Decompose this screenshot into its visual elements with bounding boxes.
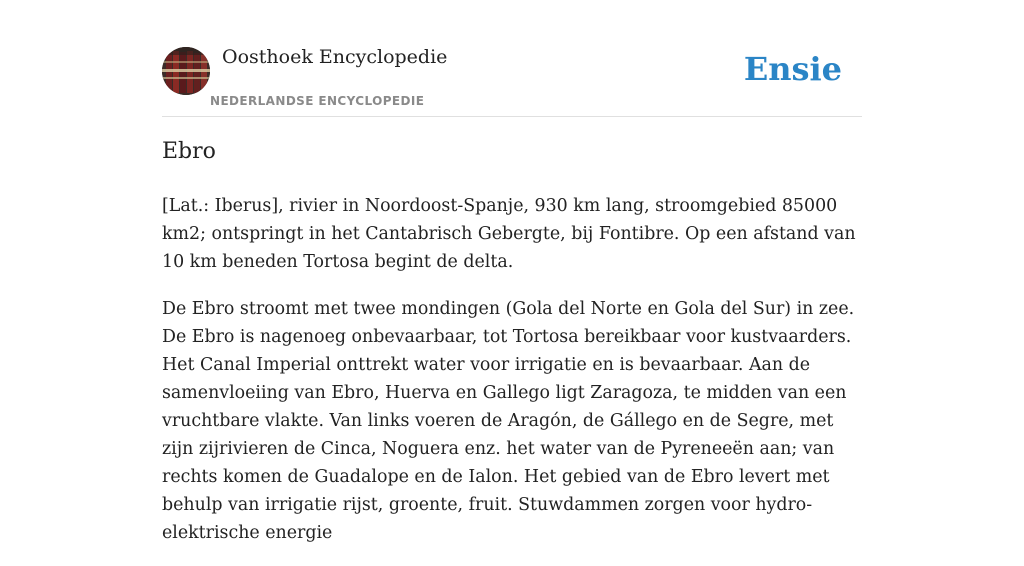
publication-subtitle: NEDERLANDSE ENCYCLOPEDIE xyxy=(210,94,425,108)
book-spines-icon xyxy=(162,47,210,95)
page-container xyxy=(162,0,862,543)
article-paragraph: [Lat.: Iberus], rivier in Noordoost-Spanje, 930 km lang, stroomgebied 85000 km2; ontspringt in het Cantabrisch Gebergte, bij Fontibre. Op een afstand van 10 km beneden Tortosa begint de delta. xyxy=(162,196,856,272)
publication-name-link[interactable]: Oosthoek Encyclopedie xyxy=(222,46,448,68)
article-title: Ebro xyxy=(162,139,216,164)
publication-header xyxy=(162,0,862,117)
article-body xyxy=(162,192,862,566)
article-paragraph: De Ebro stroomt met twee mondingen (Gola del Norte en Gola del Sur) in zee. De Ebro is nagenoeg onbevaarbaar, tot Tortosa bereikbaar voor kustvaarders. Het Canal Imperial onttrekt water voor irrigatie en is bevaarbaar. Aan de samenvloeiing van Ebro, Huerva en Gallego ligt Zaragoza, te midden van een vruchtbare vlakte. Van links voeren de Aragón, de Gállego en de Segre, met zijn zijrivieren de Cinca, Noguera enz. het water van de Pyreneeën aan; van rechts komen de Guadalope en de Ialon. Het gebied van de Ebro levert met behulp van irrigatie rijst, groente, fruit. Stuwdammen zorgen voor hydro-elektrische energie xyxy=(162,299,855,543)
publication-avatar[interactable] xyxy=(162,47,210,95)
brand-logo-link[interactable]: Ensie xyxy=(743,50,842,88)
